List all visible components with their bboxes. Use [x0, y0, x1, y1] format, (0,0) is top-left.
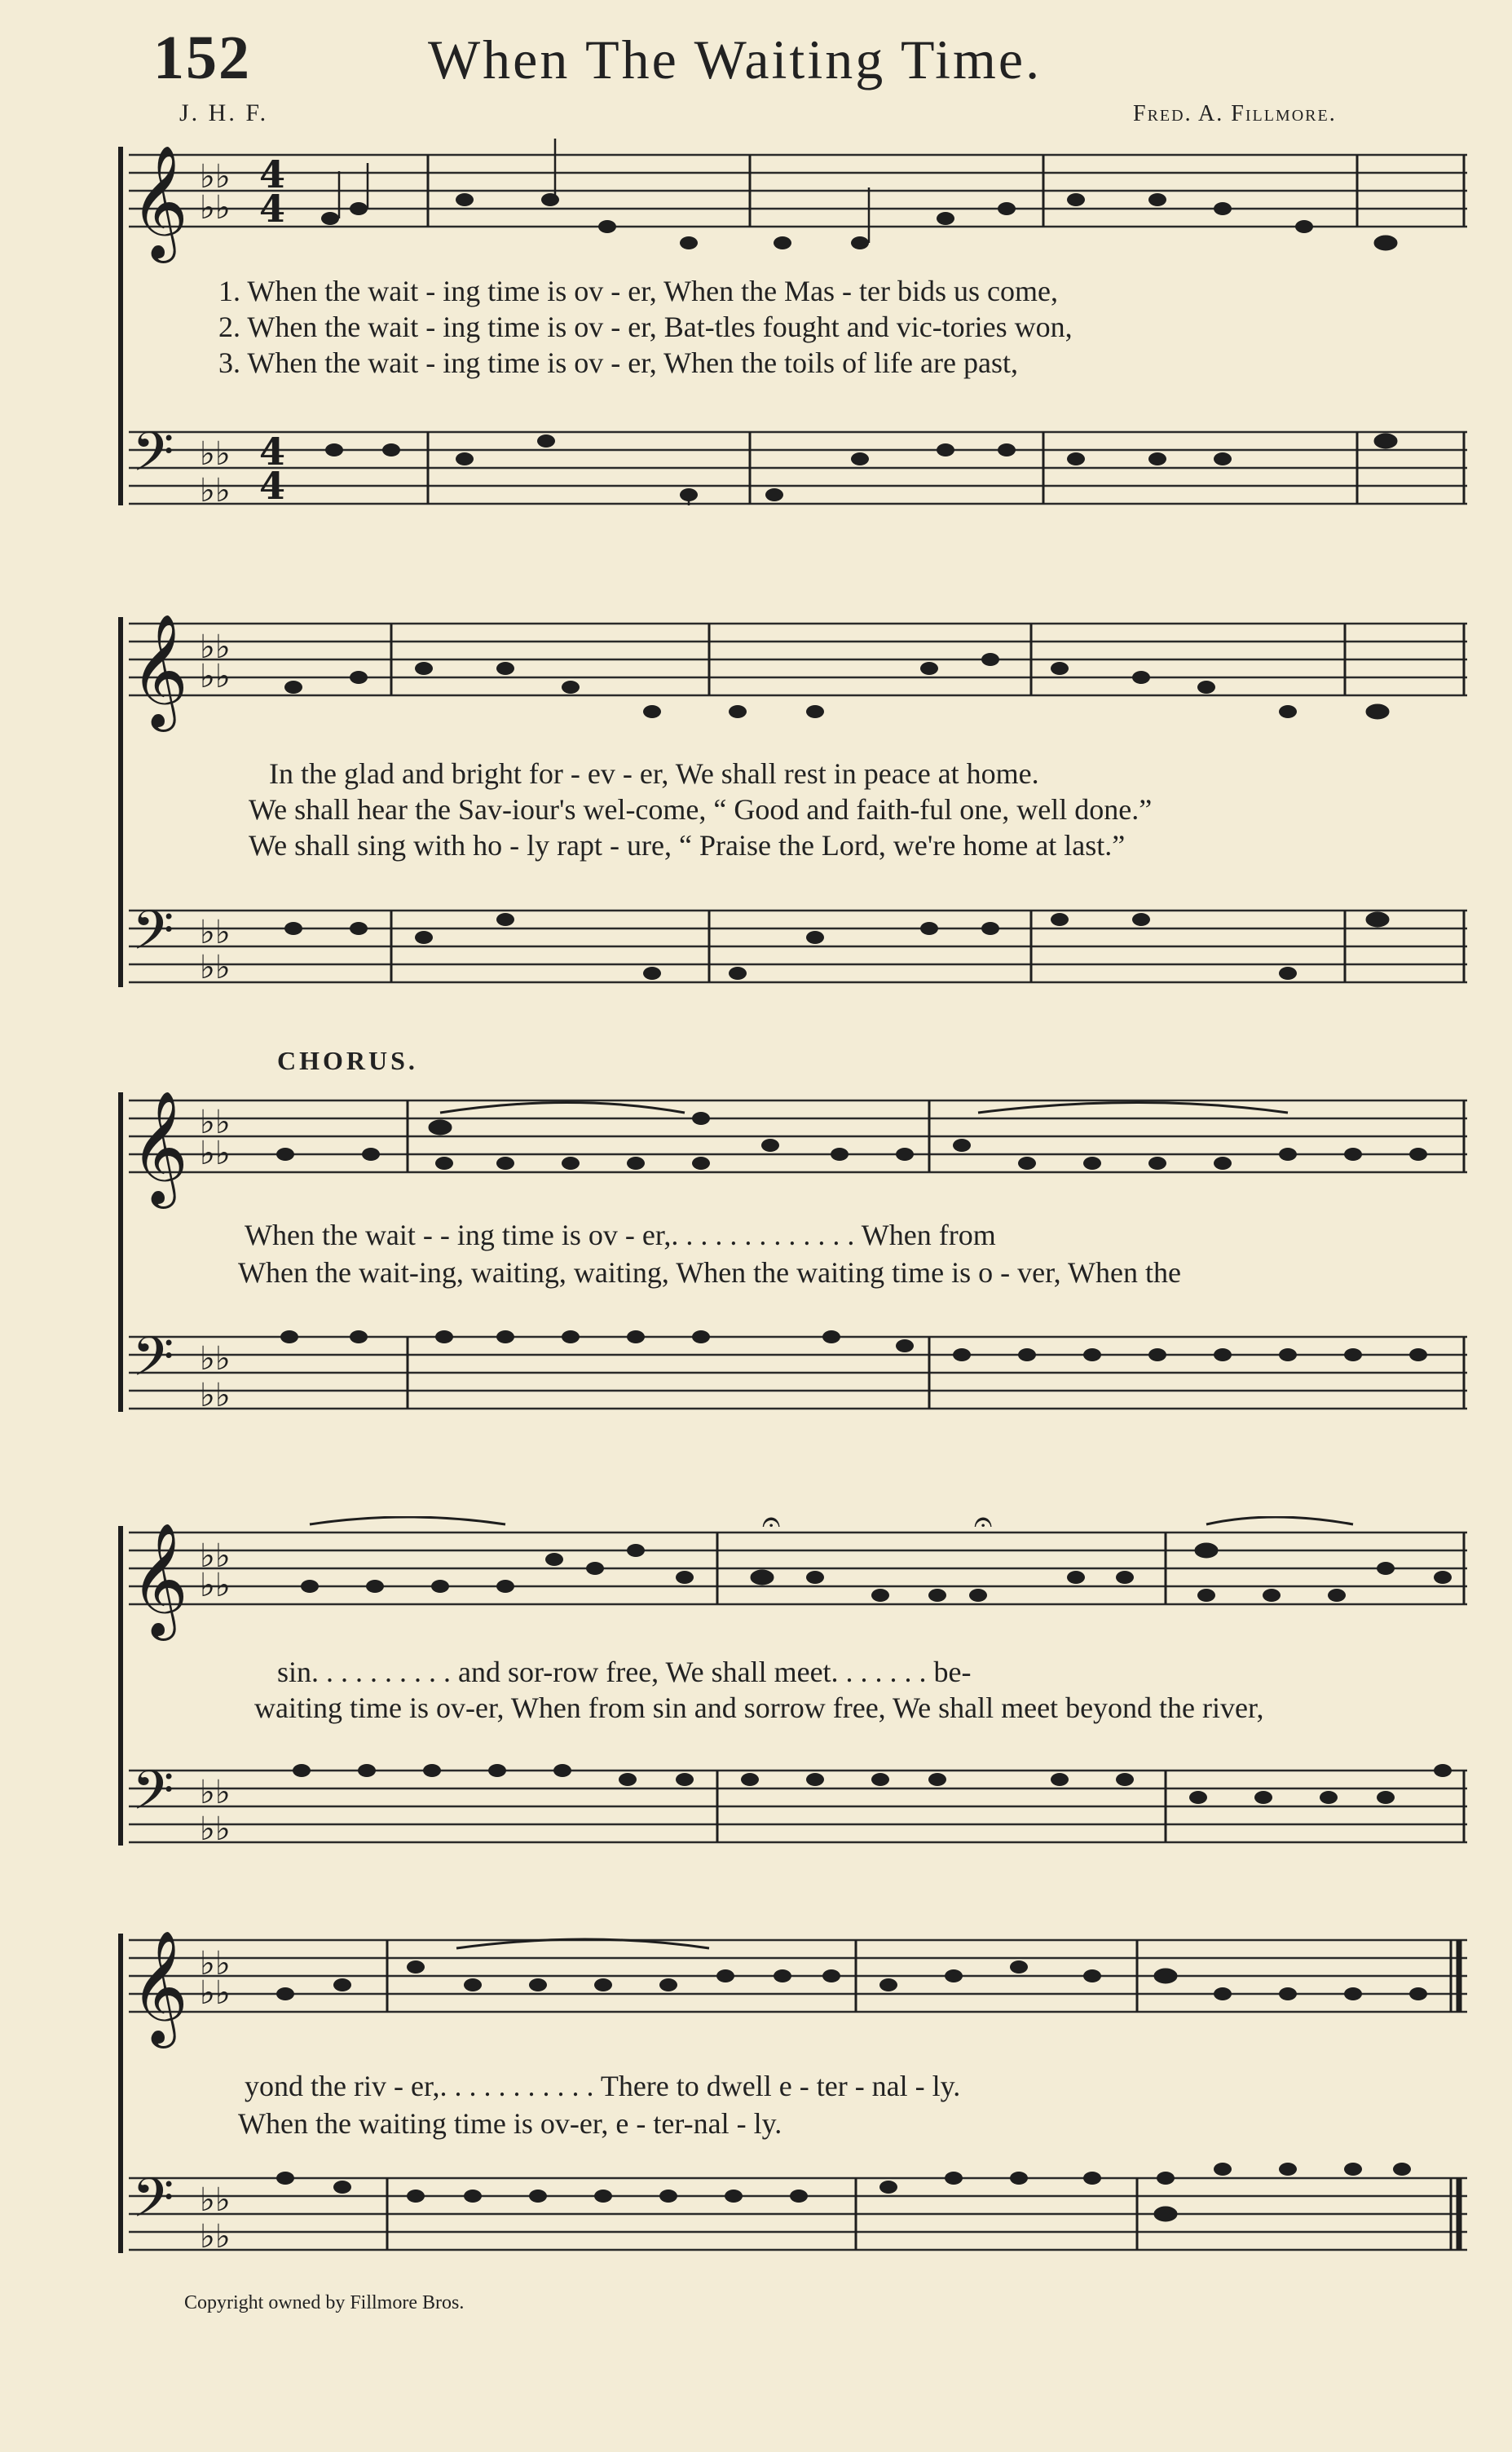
bass-clef-icon: 𝄢 — [132, 1759, 174, 1835]
time-signature: 4 — [259, 464, 286, 505]
verse-3-line-2: We shall sing with ho - ly rapt - ure, “ Praise the Lord, we're home at last.” — [249, 829, 1126, 862]
flat-icon: ♭♭ — [200, 1974, 231, 2012]
treble-clef-icon: 𝄞 — [130, 145, 188, 258]
hymn-title: When The Waiting Time. — [428, 29, 1043, 90]
treble-clef-icon: 𝄞 — [130, 614, 188, 727]
flat-icon: ♭♭ — [200, 2181, 231, 2219]
flat-icon: ♭♭ — [200, 1135, 231, 1172]
flat-icon: ♭♭ — [200, 158, 231, 196]
page-number: 152 — [153, 24, 251, 92]
bass-staff — [129, 432, 1467, 504]
treble-clef-icon: 𝄞 — [130, 1930, 188, 2044]
verse-1-line-1: 1. When the wait - ing time is ov - er, When the Mas - ter bids us come, — [218, 275, 1058, 307]
chorus-lyric-line-1-upper: When the wait - - ing time is ov - er,. . . . . . . . . . . . . When from — [245, 1219, 996, 1251]
flat-icon: ♭♭ — [200, 2218, 231, 2256]
chorus-lyric-line-1-lower: When the wait-ing, waiting, waiting, When the waiting time is o - ver, When the — [238, 1256, 1181, 1289]
treble-clef-icon: 𝄞 — [130, 1523, 188, 1636]
flat-icon: ♭♭ — [200, 1945, 231, 1982]
flat-icon: ♭♭ — [200, 1774, 231, 1811]
treble-clef-icon: 𝄞 — [130, 1091, 188, 1204]
treble-staff — [129, 1940, 1467, 2012]
bass-staff — [129, 911, 1467, 982]
chorus-lyric-line-2-lower: waiting time is ov-er, When from sin and sorrow free, We shall meet beyond the river, — [254, 1691, 1264, 1724]
flat-icon: ♭♭ — [200, 1340, 231, 1378]
composer-credit: Fred. A. Fillmore. — [1133, 101, 1337, 126]
bass-staff — [129, 2178, 1467, 2250]
time-signature: 4 — [259, 187, 286, 231]
flat-icon: ♭♭ — [200, 914, 231, 951]
treble-staff — [129, 624, 1467, 695]
chorus-lyric-line-2-upper: sin. . . . . . . . . . and sor-row free, We shall meet. . . . . . . be- — [277, 1656, 972, 1688]
flat-icon: ♭♭ — [200, 189, 231, 227]
copyright-notice: Copyright owned by Fillmore Bros. — [184, 2292, 465, 2313]
flat-icon: ♭♭ — [200, 1810, 231, 1848]
flat-icon: ♭♭ — [200, 472, 231, 505]
verse-2-line-1: 2. When the wait - ing time is ov - er, Bat-tles fought and vic-tories won, — [218, 311, 1073, 343]
chorus-lyric-line-3-upper: yond the riv - er,. . . . . . . . . . . There to dwell e - ter - nal - ly. — [245, 2070, 961, 2102]
flat-icon: ♭♭ — [200, 1104, 231, 1141]
slur — [978, 1103, 1288, 1114]
chorus-label: CHORUS. — [277, 1046, 418, 1075]
time-signature: 4 — [259, 430, 286, 474]
slur — [440, 1103, 685, 1114]
chorus-lyric-line-3-lower: When the waiting time is ov-er, e - ter-nal - ly. — [238, 2107, 782, 2140]
bass-clef-icon: 𝄢 — [132, 2167, 174, 2243]
flat-icon: ♭♭ — [200, 1377, 231, 1414]
lyricist-credit: J. H. F. — [179, 99, 269, 126]
flat-icon: ♭♭ — [200, 628, 231, 666]
flat-icon: ♭♭ — [200, 658, 231, 695]
flat-icon: ♭♭ — [200, 1567, 231, 1604]
treble-staff — [129, 1100, 1467, 1172]
verse-1-line-2: In the glad and bright for - ev - er, We shall rest in peace at home. — [269, 757, 1039, 790]
slur — [310, 1517, 505, 1524]
bass-clef-icon: 𝄢 — [132, 421, 174, 496]
bass-staff — [129, 1771, 1467, 1842]
fermata-icon: 𝄐 — [974, 1516, 993, 1541]
fermata-icon: 𝄐 — [762, 1516, 781, 1541]
verse-2-line-2: We shall hear the Sav-iour's wel-come, “ Good and faith-ful one, well done.” — [249, 793, 1153, 826]
bass-staff — [129, 1337, 1467, 1409]
flat-icon: ♭♭ — [200, 435, 231, 473]
flat-icon: ♭♭ — [200, 1537, 231, 1575]
bass-clef-icon: 𝄢 — [132, 1325, 174, 1401]
time-signature: 4 — [259, 152, 286, 196]
flat-icon: ♭♭ — [200, 949, 231, 986]
slur — [1206, 1517, 1353, 1524]
bass-clef-icon: 𝄢 — [132, 899, 174, 975]
verse-3-line-1: 3. When the wait - ing time is ov - er, When the toils of life are past, — [218, 346, 1018, 379]
